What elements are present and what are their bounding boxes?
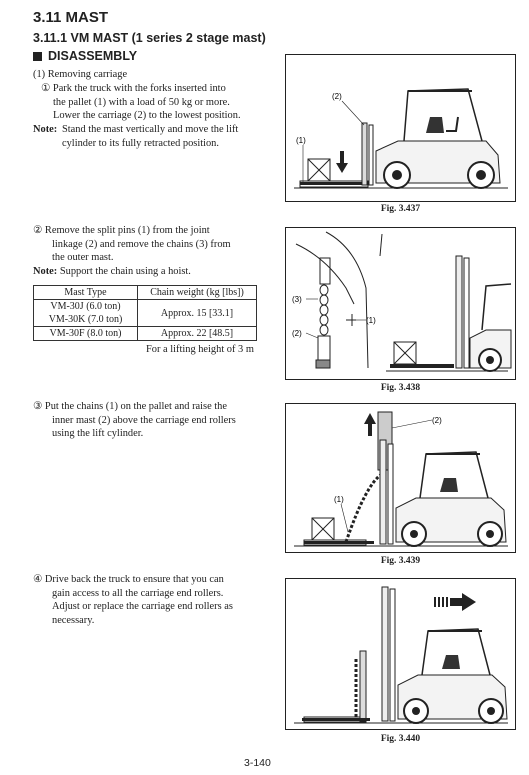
- mast-type: VM-30J (6.0 ton): [50, 301, 121, 312]
- table-cell: [34, 300, 138, 327]
- callout-2: (2): [432, 416, 442, 425]
- callout-1: (1): [296, 136, 306, 145]
- table-cell: Approx. 22 [48.5]: [138, 327, 257, 341]
- step2-note: [33, 265, 191, 279]
- chain-removal-illustration: [286, 228, 515, 379]
- figure-3-437: [285, 54, 516, 202]
- step4-line: Adjust or replace the carriage end rollers as: [52, 601, 233, 613]
- forklift-illustration: [286, 55, 515, 201]
- section-subtitle: 3.11.1 VM MAST (1 series 2 stage mast): [33, 31, 266, 45]
- step4-line: ④ Drive back the truck to ensure that you can: [33, 574, 224, 585]
- square-bullet-icon: [33, 52, 42, 61]
- note-line: Stand the mast vertically and move the lift: [62, 124, 239, 135]
- drive-back-illustration: [286, 579, 515, 729]
- chain-weight-table: [33, 285, 257, 341]
- callout-2: (2): [332, 92, 342, 101]
- figure-3-438: [285, 227, 516, 380]
- step4-text: [33, 573, 233, 627]
- section-title: 3.11 MAST: [33, 9, 109, 26]
- callout-3: (3): [292, 295, 302, 304]
- step1-heading: (1) Removing carriage: [33, 69, 128, 80]
- note-label: Note:: [33, 266, 58, 277]
- table-cell: VM-30F (8.0 ton): [34, 327, 138, 341]
- step4-line: necessary.: [52, 614, 95, 626]
- step2-text: [33, 224, 231, 265]
- table-header: Mast Type: [34, 286, 138, 300]
- figure-3-439: [285, 403, 516, 553]
- figure-caption: Fig. 3.438: [380, 383, 421, 393]
- mast-raise-illustration: [286, 404, 515, 552]
- step3-line: ③ Put the chains (1) on the pallet and raise the: [33, 401, 227, 412]
- note-label: Note:: [33, 124, 58, 135]
- step3-line: using the lift cylinder.: [52, 428, 144, 440]
- step1-line: Lower the carriage (2) to the lowest position.: [53, 110, 241, 122]
- figure-caption: Fig. 3.440: [380, 734, 421, 744]
- callout-2: (2): [292, 329, 302, 338]
- step1-line: the pallet (1) with a load of 50 kg or more.: [53, 96, 230, 108]
- step1-line: ① Park the truck with the forks inserted into: [41, 83, 226, 94]
- step3-text: [33, 400, 236, 441]
- page-number: 3-140: [244, 757, 271, 769]
- step1-note: [33, 123, 273, 153]
- step3-line: inner mast (2) above the carriage end rollers: [52, 414, 236, 426]
- table-header: Chain weight (kg [lbs]): [138, 286, 257, 300]
- note-text: Support the chain using a hoist.: [59, 266, 191, 277]
- step2-line: ② Remove the split pins (1) from the joint: [33, 225, 210, 236]
- step2-line: the outer mast.: [52, 252, 114, 264]
- disassembly-heading: [33, 49, 137, 63]
- figure-caption: Fig. 3.437: [380, 204, 421, 214]
- step1-text: [41, 82, 241, 123]
- mast-type: VM-30K (7.0 ton): [48, 314, 123, 325]
- note-line: cylinder to its fully retracted position.: [62, 137, 219, 149]
- table-cell: Approx. 15 [33.1]: [138, 300, 257, 327]
- disassembly-label: DISASSEMBLY: [48, 49, 138, 63]
- figure-3-440: [285, 578, 516, 730]
- callout-1: (1): [334, 495, 344, 504]
- table-footnote: For a lifting height of 3 m: [146, 344, 254, 355]
- callout-1: (1): [366, 316, 376, 325]
- step4-line: gain access to all the carriage end rollers.: [52, 587, 224, 599]
- figure-caption: Fig. 3.439: [380, 556, 421, 566]
- step2-line: linkage (2) and remove the chains (3) from: [52, 238, 231, 250]
